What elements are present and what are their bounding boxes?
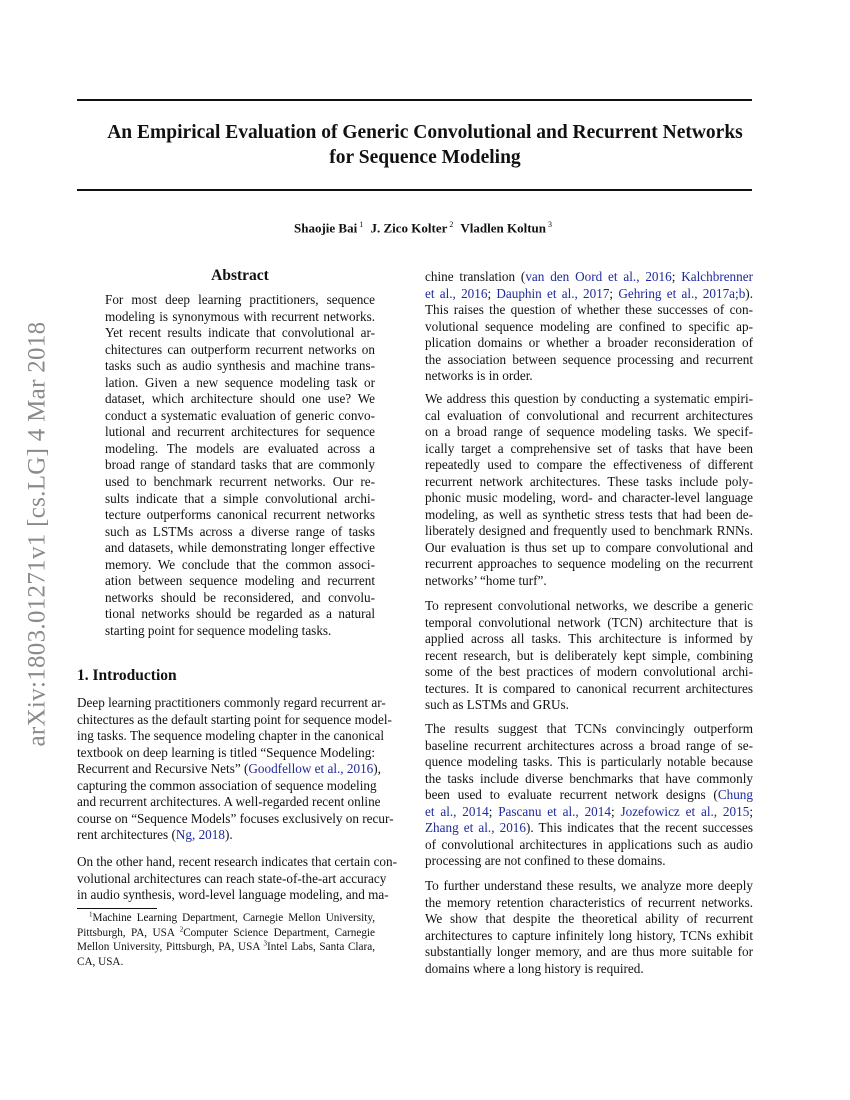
text-line bbox=[425, 424, 753, 441]
text-line bbox=[425, 804, 753, 821]
text-line bbox=[77, 870, 387, 888]
text-line bbox=[425, 787, 753, 804]
text-line bbox=[77, 794, 381, 811]
citation-link[interactable]: Zhang et al., 2016 bbox=[425, 820, 526, 836]
author-name: J. Zico Kolter bbox=[370, 220, 448, 236]
text-segment: We address this question by conducting a systematic empiri- bbox=[425, 391, 753, 406]
text-segment: in audio synthesis, word-level language modeling, and ma- bbox=[77, 887, 389, 903]
citation-link[interactable]: Goodfellow et al., 2016 bbox=[248, 761, 374, 777]
text-segment: ically target a comprehensive set of tasks that have been bbox=[425, 440, 753, 456]
text-segment: applied across all tasks. This architecture is informed by bbox=[425, 631, 753, 647]
text-segment: the association between sequence processing and recurrent bbox=[425, 351, 753, 367]
text-line: lation. Given a new sequence modeling task or bbox=[105, 374, 375, 390]
citation-link[interactable]: van den Oord et al., 2016 bbox=[525, 269, 672, 284]
text-line bbox=[425, 507, 753, 524]
citation-link[interactable]: Dauphin et al., 2017 bbox=[496, 285, 610, 301]
text-line: tional networks should be regarded as a natural bbox=[105, 606, 375, 622]
title-line-2: for Sequence Modeling bbox=[329, 147, 521, 168]
abstract-body bbox=[105, 292, 375, 639]
text-segment: networks is in order. bbox=[425, 368, 533, 384]
arxiv-identifier: arXiv:1803.01271v1 [cs.LG] 4 Mar 2018 bbox=[23, 321, 51, 747]
text-line: conduct a systematic evaluation of generic convo- bbox=[105, 407, 375, 423]
text-line bbox=[77, 778, 375, 795]
text-segment: substantially longer memory, and are thus more suitable for bbox=[425, 944, 753, 960]
text-segment: temporal convolutional network (TCN) architecture that is bbox=[425, 614, 753, 630]
text-segment: Our evaluation is thus set up to compare convolutional and bbox=[425, 539, 753, 555]
text-segment: recent research, but is deliberately kept simple, combining bbox=[425, 647, 753, 663]
footnote-marker: 1 bbox=[89, 910, 93, 919]
text-segment: some of the best practices of modern convolutional archi- bbox=[425, 664, 753, 680]
text-line bbox=[425, 631, 753, 648]
text-line bbox=[77, 745, 375, 762]
affiliation-footnote bbox=[77, 911, 375, 969]
text-segment: and recurrent architectures. A well-regarded recent online bbox=[77, 794, 381, 810]
text-line: modeling is synonymous with recurrent networks. bbox=[105, 308, 375, 324]
citation-link[interactable]: Kalchbrenner bbox=[681, 269, 753, 284]
text-line bbox=[425, 944, 753, 961]
text-segment: ). bbox=[224, 827, 233, 843]
text-segment: such as LSTMs and GRUs. bbox=[425, 697, 569, 713]
text-line bbox=[425, 540, 753, 557]
text-line bbox=[77, 854, 398, 871]
citation-link[interactable]: et al., 2016 bbox=[425, 285, 488, 301]
text-segment: The results suggest that TCNs convincingly outperform bbox=[425, 721, 753, 736]
author-affiliation: 2 bbox=[449, 220, 454, 229]
text-line bbox=[77, 728, 384, 745]
author-name: Vladlen Koltun bbox=[460, 220, 546, 236]
text-line bbox=[425, 721, 753, 738]
citation-link[interactable]: Jozefowicz et al., 2015 bbox=[620, 803, 750, 819]
text-segment: ; bbox=[671, 269, 682, 284]
text-segment: ). This indicates that the recent successes bbox=[526, 820, 753, 836]
text-segment: CA, USA. bbox=[77, 955, 124, 968]
text-line bbox=[77, 810, 394, 828]
text-segment: of convolutional architectures in applications such as audio bbox=[425, 836, 753, 852]
text-line bbox=[425, 474, 753, 491]
author-name: Shaojie Bai bbox=[294, 220, 358, 236]
text-line: tasks such as audio synthesis and machine trans- bbox=[105, 358, 375, 374]
text-segment: Machine Learning Department, Carnegie Mellon University, bbox=[92, 912, 375, 924]
title-top-rule bbox=[77, 99, 752, 101]
text-segment: textbook on deep learning is titled “Sequence Modeling: bbox=[77, 744, 375, 760]
text-line bbox=[77, 887, 389, 904]
text-line: networks should be reconsidered, and convolu- bbox=[105, 589, 375, 605]
paragraph bbox=[77, 854, 398, 904]
text-line: such as LSTMs across a diverse range of tasks bbox=[105, 523, 375, 539]
text-line bbox=[425, 335, 753, 352]
text-line bbox=[425, 878, 753, 895]
text-line bbox=[425, 853, 753, 870]
text-line bbox=[425, 457, 753, 474]
title-line-1: An Empirical Evaluation of Generic Convolutional and Recurrent Networks bbox=[107, 122, 743, 143]
paragraph bbox=[425, 269, 753, 385]
text-line bbox=[425, 286, 753, 303]
text-segment: We show that despite the theoretical ability of recurrent bbox=[425, 911, 753, 927]
text-segment: ), bbox=[373, 761, 381, 777]
text-segment: on a broad range of sequence modeling tasks. We specif- bbox=[425, 424, 753, 440]
text-line bbox=[425, 961, 753, 978]
text-segment: the tasks include diverse benchmarks that have commonly bbox=[425, 770, 753, 786]
text-segment: ing tasks. The sequence modeling chapter in the canonical bbox=[77, 728, 384, 744]
citation-link[interactable]: Chung bbox=[717, 787, 753, 803]
author-affiliation: 1 bbox=[359, 220, 364, 229]
text-line bbox=[77, 761, 381, 778]
citation-link[interactable]: Pascanu et al., 2014 bbox=[498, 803, 611, 819]
text-line bbox=[425, 738, 753, 755]
text-segment: architectures to capture infinitely long history, TCNs exhibit bbox=[425, 927, 753, 943]
text-segment: tectures. It is compared to canonical recurrent architectures bbox=[425, 680, 753, 696]
text-line bbox=[425, 911, 753, 928]
text-segment: modeling, as well as synthetic stress tests that had been de- bbox=[425, 506, 753, 522]
text-line bbox=[425, 490, 753, 507]
text-line bbox=[425, 664, 753, 681]
text-segment: To represent convolutional networks, we describe a generic bbox=[425, 598, 753, 613]
text-line bbox=[425, 928, 753, 945]
text-line bbox=[77, 940, 375, 955]
text-line bbox=[425, 352, 753, 369]
text-line bbox=[425, 302, 753, 319]
text-line bbox=[77, 711, 392, 729]
text-segment: liberately designed and frequently used to benchmark RNNs. bbox=[425, 523, 753, 539]
text-segment: the memory retention characteristics of recurrent networks. bbox=[425, 894, 753, 910]
text-line bbox=[425, 648, 753, 665]
text-line: and datasets, while demonstrating longer effective bbox=[105, 540, 375, 556]
text-line bbox=[425, 820, 753, 837]
text-line: ation between sequence modeling and recurrent bbox=[105, 573, 375, 589]
text-line bbox=[77, 827, 375, 844]
text-segment: phonic music modeling, word- and character-level language bbox=[425, 490, 753, 506]
text-line bbox=[425, 681, 753, 698]
text-line: For most deep learning practitioners, sequence bbox=[105, 292, 375, 307]
text-segment: baseline recurrent architectures across a broad range of se- bbox=[425, 737, 753, 753]
text-line bbox=[425, 269, 753, 286]
text-line: chitectures can outperform recurrent networks on bbox=[105, 341, 375, 357]
text-segment: recurrent network architectures. These tasks include poly- bbox=[425, 473, 753, 489]
text-segment: ). bbox=[745, 285, 753, 301]
text-segment: course on “Sequence Models” focuses exclusively on recur- bbox=[77, 810, 394, 826]
text-line bbox=[425, 771, 753, 788]
text-segment: ; bbox=[610, 803, 621, 819]
text-line bbox=[425, 895, 753, 912]
text-line bbox=[77, 695, 386, 712]
text-line: Yet recent results indicate that convolutional ar- bbox=[105, 325, 375, 341]
paragraph bbox=[425, 598, 753, 714]
text-segment: rent architectures ( bbox=[77, 827, 176, 843]
text-line: lutional and recurrent architectures for sequence bbox=[105, 424, 375, 440]
text-line: sults indicate that a simple convolutional archi- bbox=[105, 490, 375, 506]
text-segment: On the other hand, recent research indicates that certain con- bbox=[77, 854, 398, 869]
text-segment: ; bbox=[488, 803, 499, 819]
author-affiliation: 3 bbox=[548, 220, 552, 229]
text-segment: cal evaluation of convolutional and recurrent architectures bbox=[425, 407, 753, 423]
text-line bbox=[425, 598, 753, 615]
text-segment: networks’ “home turf”. bbox=[425, 573, 547, 589]
text-line: dataset, which architecture should one use? We bbox=[105, 391, 375, 407]
text-line bbox=[425, 697, 753, 714]
text-segment: domains where a long history is required. bbox=[425, 960, 644, 976]
text-line bbox=[425, 368, 753, 385]
text-segment: Intel Labs, Santa Clara, bbox=[267, 941, 375, 953]
text-segment: processing are not confined to these domains. bbox=[425, 853, 666, 869]
text-segment: ; bbox=[609, 285, 619, 301]
text-segment: chine translation ( bbox=[425, 269, 526, 284]
text-segment: ; bbox=[749, 803, 753, 819]
author-list bbox=[0, 220, 850, 236]
text-segment: This raises the question of whether these successes of con- bbox=[425, 302, 753, 318]
text-segment: volutional architectures can reach state-of-the-art accuracy bbox=[77, 870, 387, 886]
abstract-heading: Abstract bbox=[211, 267, 269, 284]
text-line: starting point for sequence modeling tasks. bbox=[105, 622, 332, 638]
paper-title bbox=[0, 120, 850, 170]
text-segment: capturing the common association of sequence modeling bbox=[77, 777, 377, 793]
text-segment: Deep learning practitioners commonly regard recurrent ar- bbox=[77, 695, 386, 710]
text-line bbox=[425, 615, 753, 632]
text-line bbox=[77, 955, 375, 970]
title-bottom-rule bbox=[77, 189, 752, 191]
text-line bbox=[77, 911, 375, 926]
text-segment: plication domains or whether a broader reconsideration of bbox=[425, 335, 753, 351]
text-line bbox=[77, 926, 375, 941]
text-segment: Mellon University, Pittsburgh, PA, USA bbox=[77, 941, 264, 953]
text-line bbox=[425, 319, 753, 336]
text-line bbox=[425, 573, 753, 590]
paragraph bbox=[77, 695, 394, 844]
text-line bbox=[425, 391, 753, 408]
text-segment: been used to evaluate recurrent network designs ( bbox=[425, 787, 718, 803]
text-line: tecture outperforms canonical recurrent networks bbox=[105, 507, 375, 523]
text-line bbox=[425, 754, 753, 771]
text-segment: quence modeling tasks. This is particularly notable because bbox=[425, 754, 753, 770]
text-segment: To further understand these results, we analyze more deeply bbox=[425, 878, 753, 893]
text-segment: Pittsburgh, PA, USA bbox=[77, 926, 180, 939]
introduction-heading: 1. Introduction bbox=[77, 667, 177, 684]
text-line: memory. We conclude that the common associ- bbox=[105, 556, 375, 572]
text-segment: chitectures as the default starting point for sequence model- bbox=[77, 711, 392, 727]
paragraph bbox=[425, 721, 753, 870]
paragraph bbox=[425, 391, 753, 590]
text-line bbox=[425, 837, 753, 854]
text-line bbox=[425, 556, 753, 573]
citation-link[interactable]: Ng, 2018 bbox=[175, 827, 225, 843]
text-line bbox=[425, 408, 753, 425]
paragraph bbox=[425, 878, 753, 977]
citation-link[interactable]: et al., 2014 bbox=[425, 803, 489, 819]
text-segment: volutional sequence modeling are confined to specific ap- bbox=[425, 318, 753, 334]
text-segment: repeatedly used to compare the effectiveness of different bbox=[425, 457, 753, 473]
text-line: modeling. The models are evaluated across a bbox=[105, 440, 375, 456]
footnote-marker: 2 bbox=[179, 924, 184, 933]
text-line bbox=[425, 523, 753, 540]
footnote-rule bbox=[77, 908, 157, 909]
footnote-marker: 3 bbox=[263, 939, 267, 948]
text-segment: ; bbox=[487, 285, 497, 301]
text-segment: Recurrent and Recursive Nets” ( bbox=[77, 761, 249, 777]
text-line: used to benchmark recurrent networks. Our re- bbox=[105, 474, 375, 490]
text-segment: Computer Science Department, Carnegie bbox=[183, 926, 375, 939]
text-segment: recurrent approaches to sequence modeling on the recurrent bbox=[425, 556, 753, 572]
citation-link[interactable]: Gehring et al., 2017a;b bbox=[618, 285, 746, 301]
text-line: broad range of standard tasks that are commonly bbox=[105, 457, 375, 473]
text-line bbox=[425, 441, 753, 458]
